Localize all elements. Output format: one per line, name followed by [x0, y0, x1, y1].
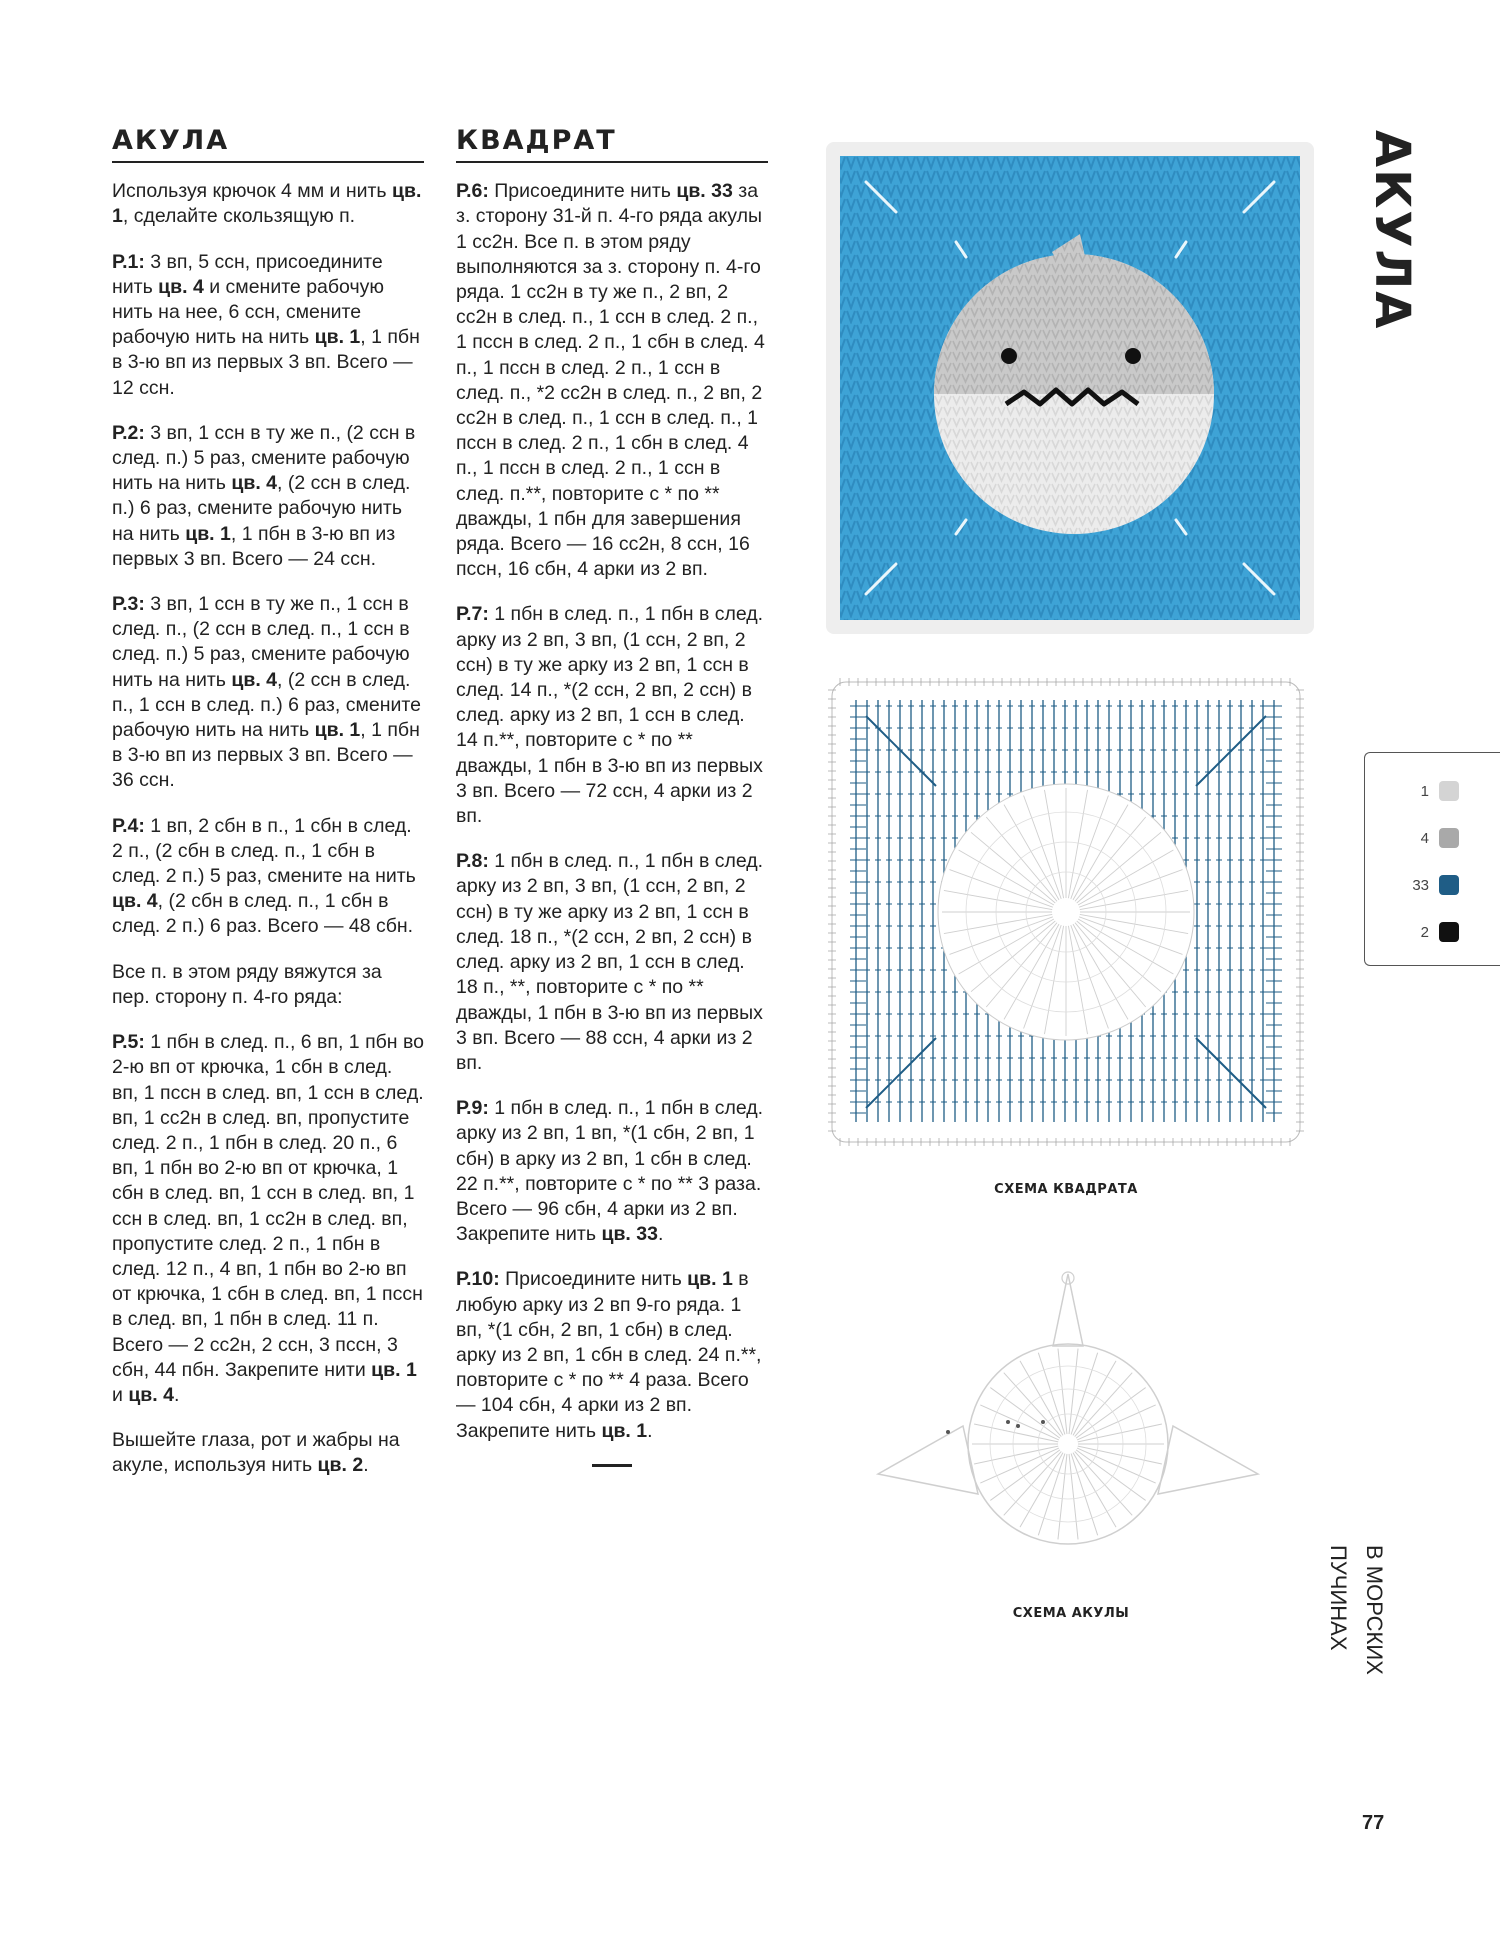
- legend-number: 33: [1412, 877, 1429, 894]
- end-divider: [592, 1464, 632, 1467]
- bold-text: Р.6:: [456, 180, 489, 203]
- bold-text: цв. 4: [231, 668, 278, 691]
- text-run: , 1 пбн в 3-ю вп из первых 3 вп. Всего — 24 ссн.: [112, 522, 396, 570]
- instruction-paragraph: [456, 179, 768, 582]
- instruction-paragraph: [112, 1030, 424, 1408]
- instruction-paragraph: [456, 849, 768, 1076]
- text-run: и: [112, 1383, 129, 1406]
- text-run: 1 пбн в след. п., 1 пбн в след. арку из 2 вп, 3 вп, (1 ссн, 2 вп, 2 ссн) в ту же арку из 2 вп, 1 ссн в след. 18 п., *(2 ссн, 2 вп, 2 ссн) в след. арку из 2 вп, 1 ссн в след. 18 п., **, повторите с * по ** дважды, 1 пбн в 3-ю вп из первых 3 вп. Всего — 88 ссн, 4 арки из 2 вп.: [456, 850, 764, 1074]
- bold-text: Р.5:: [112, 1031, 145, 1054]
- instruction-paragraph: [112, 592, 424, 794]
- instruction-paragraph: [112, 814, 424, 940]
- legend-number: 4: [1420, 830, 1429, 847]
- bold-text: цв. 1: [371, 1358, 417, 1381]
- bold-text: цв. 33: [601, 1223, 658, 1246]
- text-run: , (2 ссн в след. п.) 6 раз, смените рабочую нить на нить: [112, 472, 411, 545]
- square-crochet-chart: [826, 676, 1306, 1148]
- instruction-paragraph: [112, 960, 424, 1010]
- square-paragraphs: [456, 179, 768, 1444]
- square-chart-caption: СХЕМА КВАДРАТА: [994, 1182, 1138, 1197]
- text-run: , сделайте скользящую п.: [122, 205, 356, 228]
- instruction-paragraph: [456, 1096, 768, 1247]
- bold-text: Р.7:: [456, 603, 489, 626]
- instruction-paragraph: [112, 179, 424, 229]
- bold-text: цв. 1: [314, 719, 361, 742]
- text-run: , 1 пбн в 3-ю вп из первых 3 вп. Всего — 36 ссн.: [112, 719, 420, 792]
- bold-text: Р.4:: [112, 814, 145, 837]
- legend-number: 2: [1420, 924, 1429, 941]
- bold-text: цв. 2: [317, 1454, 364, 1477]
- text-run: .: [363, 1454, 369, 1477]
- text-run: 3 вп, 5 ссн, присоедините нить: [112, 250, 383, 298]
- color-swatch: [1439, 922, 1459, 942]
- bold-text: цв. 4: [112, 890, 158, 913]
- shark-instructions-column: [112, 125, 424, 1499]
- text-run: .: [657, 1223, 664, 1246]
- bold-text: Р.3:: [112, 593, 145, 616]
- text-run: , (2 ссн в след. п., 1 ссн в след. п.) 6 раз, смените рабочую нить на нить: [112, 668, 421, 742]
- text-run: и смените рабочую нить на нее, 6 ссн, смените рабочую нить на нить: [112, 275, 385, 349]
- section-title-vertical: В МОРСКИХ ПУЧИНАХ: [1326, 1545, 1387, 1675]
- bold-text: цв. 1: [112, 180, 422, 228]
- text-run: Все п. в этом ряду вяжутся за пер. сторону п. 4-го ряда:: [112, 960, 382, 1008]
- bold-text: цв. 4: [128, 1383, 174, 1406]
- text-run: 1 вп, 2 сбн в п., 1 сбн в след. 2 п., (2 сбн в след. п., 1 сбн в след. 2 п.) 5 раз, смените на нить: [112, 814, 416, 888]
- bold-text: цв. 4: [231, 472, 278, 495]
- legend-number: 1: [1420, 783, 1429, 800]
- instruction-paragraph: [112, 250, 424, 401]
- bold-text: Р.1:: [112, 250, 145, 273]
- text-run: .: [173, 1383, 180, 1406]
- text-run: за з. сторону 31-й п. 4-го ряда акулы 1 сс2н. Все п. в этом ряду выполняются за з. сторону п. 4-го ряда. 1 сс2н в ту же п., 2 вп, 2 сс2н в след. п., 1 ссн в след. 2 п., 1 пссн в след. 2 п., 1 сбн в след. 4 п., 1 пссн в след. 2 п., 1 ссн в след. п., *2 сс2н в след. п., 2 вп, 2 сс2н в след. п., 1 ссн в след. п., 1 пссн в след. 2 п., 1 сбн в след. 4 п., 1 пссн в след. 2 п., 1 ссн в след. п.**, повторите с * по ** дважды, 1 пбн для завершения ряда. Всего — 16 сс2н, 8 ссн, 16 пссн, 16 сбн, 4 арки из 2 вп.: [456, 180, 765, 581]
- bold-text: цв. 1: [601, 1419, 648, 1442]
- shark-heading: АКУЛА: [112, 128, 424, 163]
- bold-text: Р.10:: [456, 1268, 500, 1291]
- text-run: Вышейте глаза, рот и жабры на акуле, используя нить: [112, 1429, 400, 1477]
- text-run: .: [647, 1419, 653, 1442]
- text-run: , 1 пбн в 3-ю вп из первых 3 вп. Всего — 12 ссн.: [112, 326, 420, 399]
- color-swatch: [1439, 875, 1459, 895]
- page-number: 77: [1362, 1812, 1385, 1834]
- bold-text: цв. 1: [687, 1268, 733, 1291]
- bold-text: цв. 4: [158, 275, 204, 298]
- legend-item: [1365, 826, 1485, 856]
- shark-chart-caption: СХЕМА АКУЛЫ: [1012, 1606, 1130, 1621]
- square-heading: КВАДРАТ: [456, 128, 768, 163]
- text-run: , (2 сбн в след. п., 1 сбн в след. 2 п.) 6 раз. Всего — 48 сбн.: [112, 890, 414, 938]
- text-run: 3 вп, 1 ссн в ту же п., (2 ссн в след. п.) 5 раз, смените рабочую нить на нить: [112, 421, 416, 495]
- text-run: Используя крючок 4 мм и нить: [112, 180, 393, 203]
- color-swatch: [1439, 781, 1459, 801]
- square-instructions-column: [456, 125, 768, 1467]
- instruction-paragraph: [112, 421, 424, 572]
- text-run: Присоедините нить: [488, 180, 677, 203]
- bold-text: Р.8:: [456, 850, 489, 873]
- shark-paragraphs: [112, 179, 424, 1478]
- color-swatch: [1439, 828, 1459, 848]
- instruction-paragraph: [456, 1267, 768, 1443]
- bold-text: цв. 1: [314, 326, 361, 349]
- text-run: 1 пбн в след. п., 6 вп, 1 пбн во 2-ю вп от крючка, 1 сбн в след. вп, 1 пссн в след. вп, 1 ссн в след. вп, 1 сс2н в след. вп, пропустите след. 2 п., 1 пбн в след. 20 п., 6 вп, 1 пбн во 2-ю вп от крючка, 1 сбн в след. вп, 1 ссн в след. вп, 1 ссн в след. вп, 1 сс2н в след. вп, пропустите след. 2 п., 1 пбн в след. 12 п., 4 вп, 1 пбн во 2-ю вп от крючка, 1 сбн в след. вп, 1 пссн в след. вп, 1 пбн в след. 11 п. Всего — 2 сс2н, 2 ссн, 3 пссн, 3 сбн, 44 пбн. Закрепите нити: [112, 1031, 424, 1381]
- bold-text: Р.2:: [112, 421, 145, 444]
- text-run: Присоедините нить: [499, 1268, 688, 1291]
- bold-text: Р.9:: [456, 1097, 489, 1120]
- legend-item: [1365, 779, 1485, 809]
- bold-text: цв. 33: [676, 180, 733, 203]
- legend-item: [1365, 873, 1485, 903]
- text-run: 3 вп, 1 ссн в ту же п., 1 ссн в след. п., (2 ссн в след. п., 1 ссн в след. п.) 5 раз, смените рабочую нить на нить: [112, 593, 410, 691]
- text-run: 1 пбн в след. п., 1 пбн в след. арку из 2 вп, 3 вп, (1 ссн, 2 вп, 2 ссн) в ту же арку из 2 вп, 1 ссн в след. 14 п., *(2 ссн, 2 вп, 2 ссн) в след. арку из 2 вп, 1 ссн в след. 14 п.**, повторите с * по ** дважды, 1 пбн в 3-ю вп из первых 3 вп. Всего — 72 ссн, 4 арки из 2 вп.: [456, 603, 764, 828]
- legend-item: [1365, 920, 1485, 950]
- instruction-paragraph: [112, 1428, 424, 1478]
- color-legend: [1364, 752, 1500, 966]
- text-run: в любую арку из 2 вп 9-го ряда. 1 вп, *(1 сбн, 2 вп, 1 сбн) в след. арку из 2 вп, 1 сбн в след. 24 п.**, повторите с * по ** 4 раза. Всего — 104 сбн, 4 арки из 2 вп. Закрепите нить: [456, 1268, 762, 1442]
- shark-crochet-chart: [868, 1254, 1268, 1554]
- side-title: АКУЛА: [1364, 130, 1420, 331]
- crochet-square-photo: [826, 142, 1314, 634]
- instruction-paragraph: [456, 602, 768, 829]
- bold-text: цв. 1: [185, 522, 231, 545]
- text-run: 1 пбн в след. п., 1 пбн в след. арку из 2 вп, 1 вп, *(1 сбн, 2 вп, 1 сбн) в арку из 2 вп, 1 сбн в след. 22 п.**, повторите с * по ** 3 раза. Всего — 96 сбн, 4 арки из 2 вп. Закрепите нить: [456, 1097, 764, 1246]
